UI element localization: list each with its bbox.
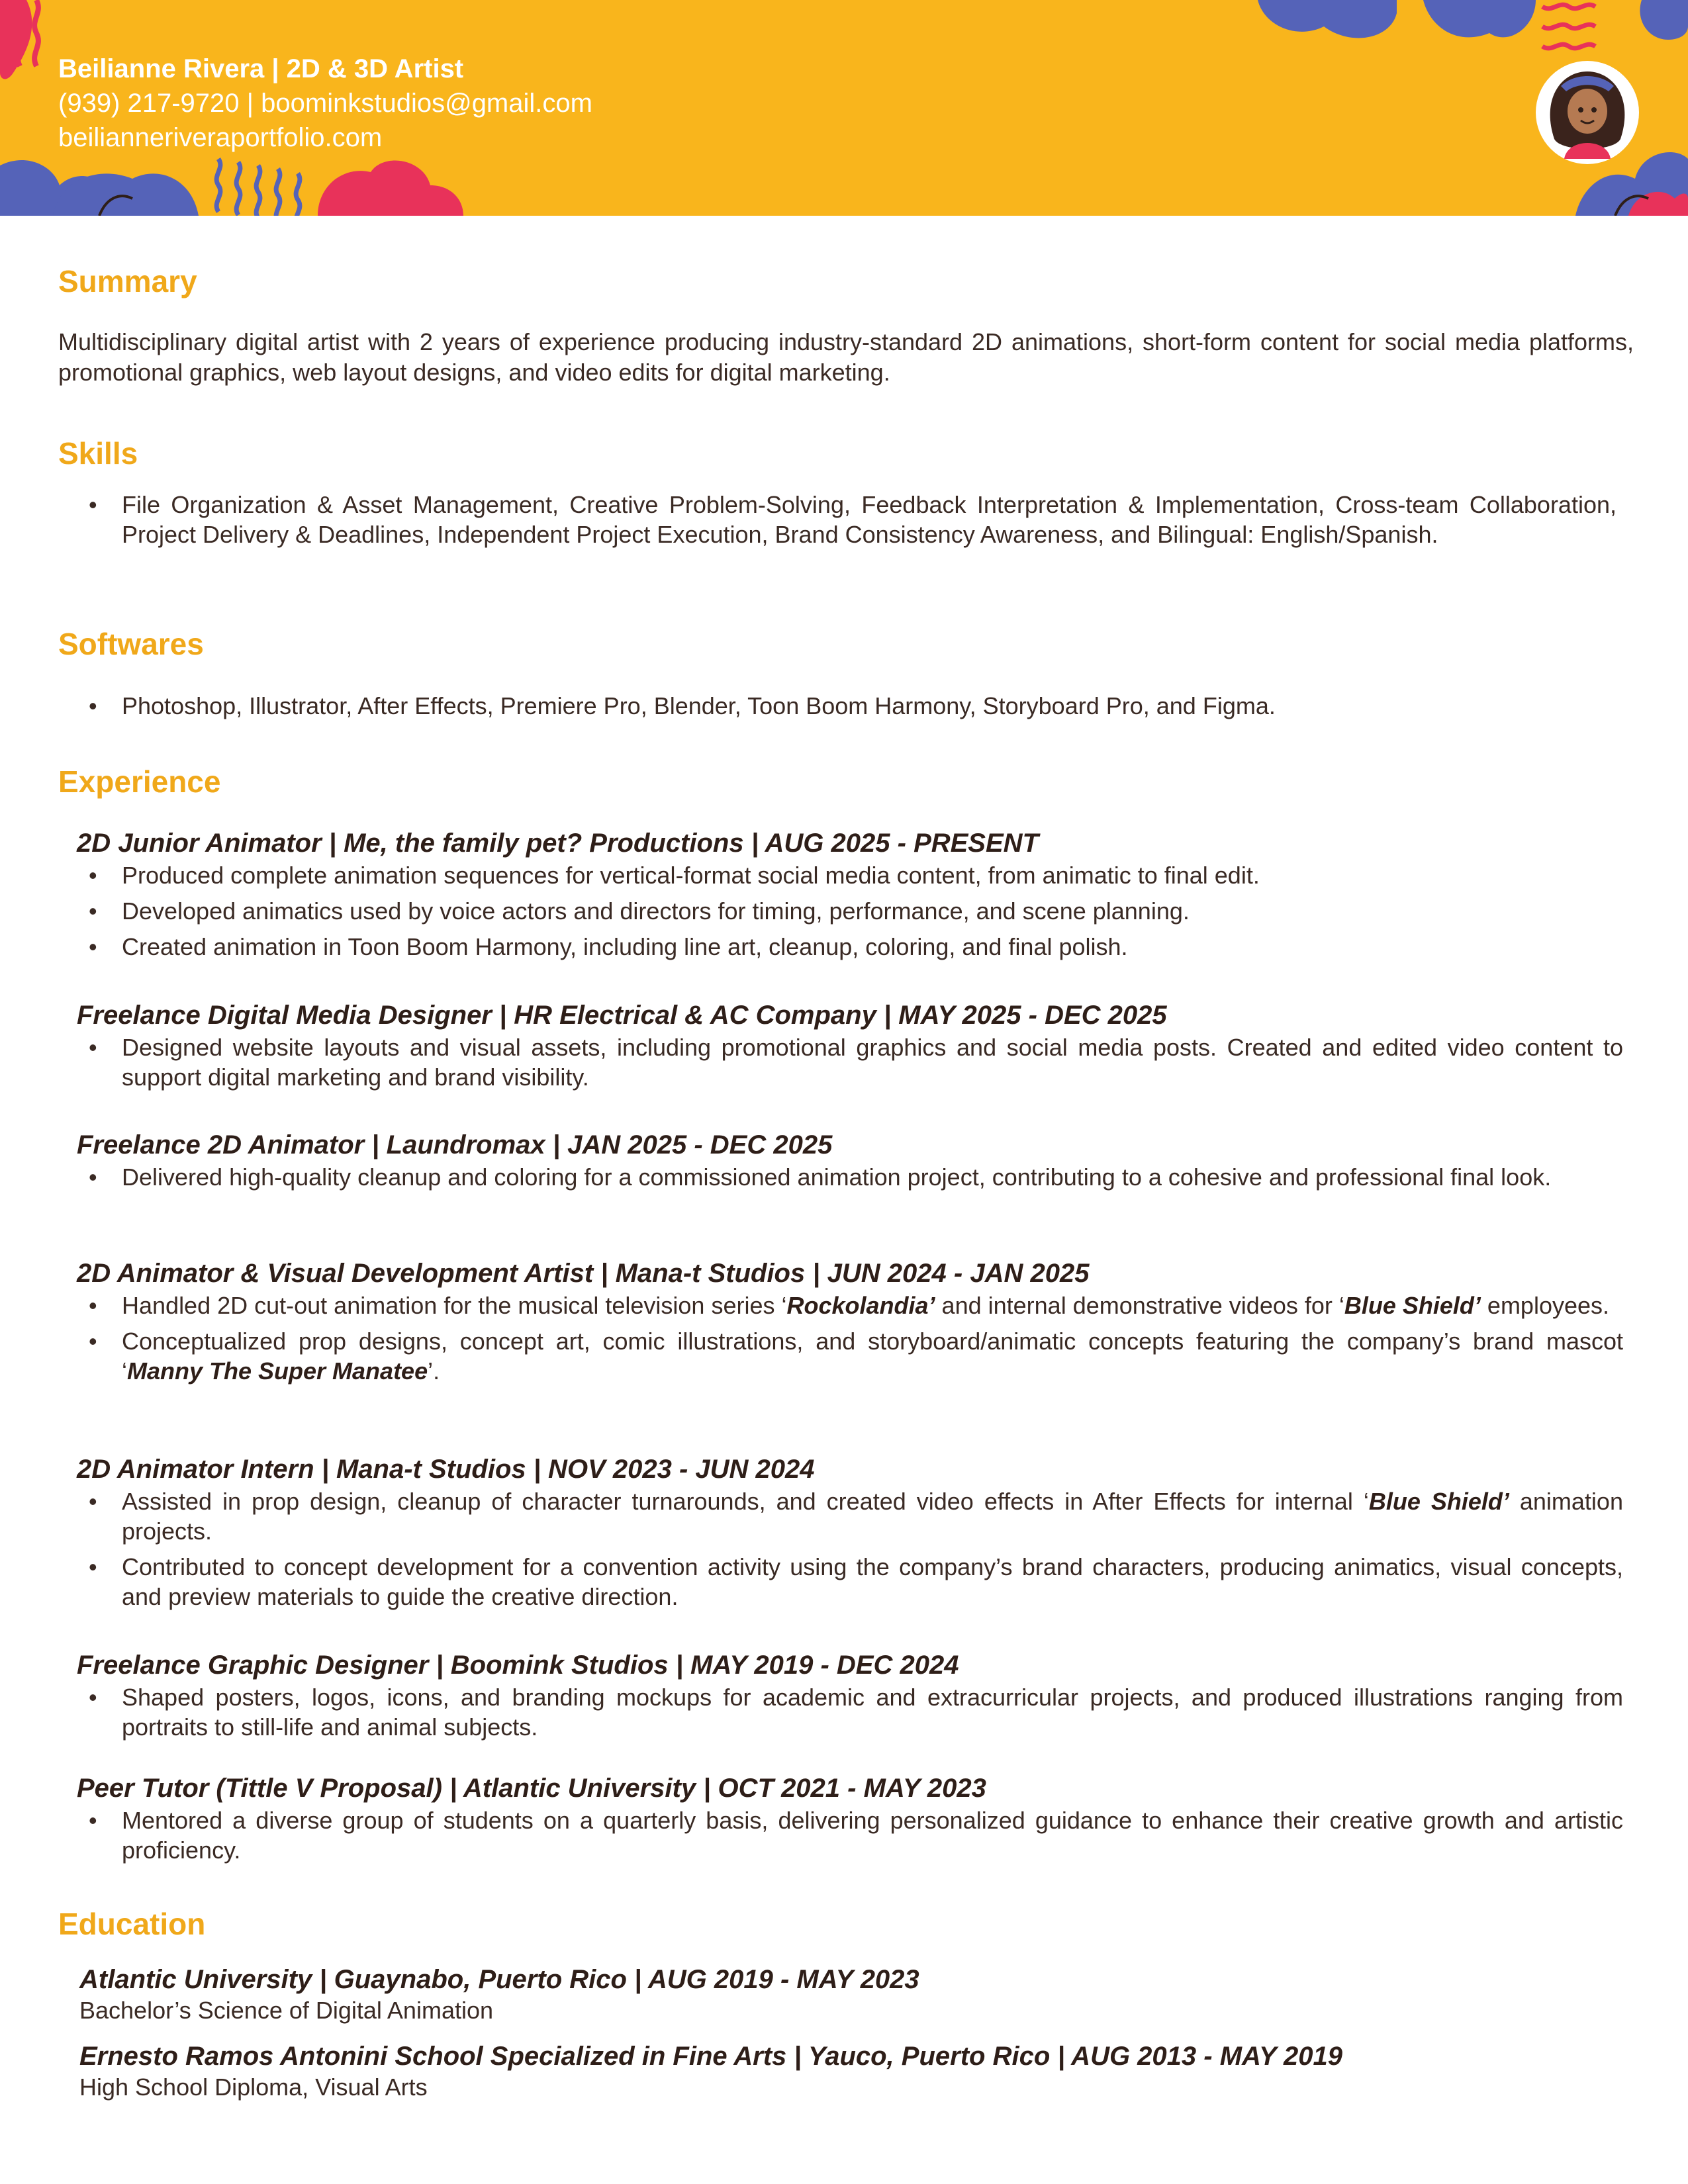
skills-list — [86, 490, 1617, 556]
contact-block — [58, 52, 592, 155]
job-bullets — [77, 860, 1623, 962]
softwares-list — [86, 691, 1617, 727]
job-title: Peer Tutor (Tittle V Proposal) | Atlantic University | OCT 2021 - MAY 2023 — [77, 1774, 986, 1803]
list-item: • Delivered high-quality cleanup and coloring for a commissioned animation project, contributing to a cohesive and professional final look. — [77, 1162, 1623, 1192]
client-name: Blue Shield’ — [1344, 1292, 1481, 1319]
job-title: 2D Animator & Visual Development Artist | Mana-t Studios | JUN 2024 - JAN 2025 — [77, 1259, 1090, 1288]
header-banner — [0, 0, 1688, 216]
degree: Bachelor’s Science of Digital Animation — [79, 1997, 494, 2024]
list-item: • Conceptualized prop designs, concept art, comic illustrations, and storyboard/animatic concepts featuring the company’s brand mascot ‘Manny The Super Manatee’. — [77, 1326, 1623, 1386]
education-heading: Education — [58, 1907, 206, 1941]
softwares-heading: Softwares — [58, 627, 204, 661]
skills-heading: Skills — [58, 436, 138, 471]
job-entry — [77, 1256, 1623, 1392]
job-entry — [77, 1648, 1623, 1748]
list-item: • Mentored a diverse group of students on a quarterly basis, delivering personalized guidance to enhance their creative growth and artistic proficiency. — [77, 1805, 1623, 1865]
list-item: • Photoshop, Illustrator, After Effects, Premiere Pro, Blender, Toon Boom Harmony, Storyboard Pro, and Figma. — [86, 691, 1617, 721]
job-entry — [77, 826, 1623, 968]
mascot-name: Manny The Super Manatee — [127, 1357, 428, 1385]
job-entry — [77, 1128, 1623, 1198]
education-entry — [79, 2040, 1602, 2102]
job-bullets — [77, 1162, 1623, 1192]
job-title: Freelance 2D Animator | Laundromax | JAN 2025 - DEC 2025 — [77, 1130, 833, 1160]
list-item: • Designed website layouts and visual assets, including promotional graphics and social media posts. Created and edited video content to support digital marketing and brand visibility. — [77, 1032, 1623, 1092]
list-item: • Produced complete animation sequences for vertical-format social media content, from animatic to final edit. — [77, 860, 1623, 890]
job-title: Freelance Graphic Designer | Boomink Studios | MAY 2019 - DEC 2024 — [77, 1651, 959, 1680]
job-bullets — [77, 1805, 1623, 1865]
job-entry — [77, 1452, 1623, 1617]
phone-email[interactable]: (939) 217-9720 | boominkstudios@gmail.com — [58, 89, 592, 118]
portfolio-link[interactable]: beilianneriveraportfolio.com — [58, 123, 383, 152]
degree: High School Diploma, Visual Arts — [79, 2073, 428, 2101]
artist-avatar-icon — [1534, 60, 1640, 165]
summary-heading: Summary — [58, 264, 197, 298]
summary-text: Multidisciplinary digital artist with 2 years of experience producing industry-standard 2D animations, short-form content for social media platforms, promotional graphics, web layout designs, and video edits for digital marketing. — [58, 328, 1634, 386]
job-bullets — [77, 1486, 1623, 1612]
experience-heading: Experience — [58, 764, 221, 799]
list-item: • Created animation in Toon Boom Harmony, including line art, cleanup, coloring, and final polish. — [77, 932, 1623, 962]
list-item: • Developed animatics used by voice actors and directors for timing, performance, and scene planning. — [77, 896, 1623, 926]
job-bullets — [77, 1682, 1623, 1742]
job-title: 2D Junior Animator | Me, the family pet? Productions | AUG 2025 - PRESENT — [77, 829, 1039, 858]
job-entry — [77, 1771, 1623, 1871]
job-title: 2D Animator Intern | Mana-t Studios | NOV 2023 - JUN 2024 — [77, 1455, 815, 1484]
job-entry — [77, 998, 1623, 1098]
list-item: • Contributed to concept development for a convention activity using the company’s brand characters, producing animatics, visual concepts, and preview materials to guide the creative direction. — [77, 1552, 1623, 1612]
job-bullets — [77, 1291, 1623, 1386]
client-name: Blue Shield’ — [1368, 1488, 1509, 1515]
school-title: Ernesto Ramos Antonini School Specialized in Fine Arts | Yauco, Puerto Rico | AUG 2013 - MAY 2019 — [79, 2042, 1343, 2071]
education-entry — [79, 1963, 1602, 2025]
list-item: • Shaped posters, logos, icons, and branding mockups for academic and extracurricular projects, and produced illustrations ranging from portraits to still-life and animal subjects. — [77, 1682, 1623, 1742]
job-title: Freelance Digital Media Designer | HR Electrical & AC Company | MAY 2025 - DEC 2025 — [77, 1001, 1167, 1030]
show-title: Rockolandia’ — [786, 1292, 935, 1319]
list-item: • File Organization & Asset Management, Creative Problem-Solving, Feedback Interpretation & Implementation, Cross-team Collaboration, Project Delivery & Deadlines, Independent Project Execution, Brand Consistency Awareness, and Bilingual: English/Spanish. — [86, 490, 1617, 549]
name-title: Beilianne Rivera | 2D & 3D Artist — [58, 54, 464, 83]
school-title: Atlantic University | Guaynabo, Puerto Rico | AUG 2019 - MAY 2023 — [79, 1965, 919, 1994]
list-item: • Handled 2D cut-out animation for the musical television series ‘Rockolandia’ and internal demonstrative videos for ‘Blue Shield’ employees. — [77, 1291, 1623, 1320]
job-bullets — [77, 1032, 1623, 1092]
list-item: • Assisted in prop design, cleanup of character turnarounds, and created video effects in After Effects for internal ‘Blue Shield’ animation projects. — [77, 1486, 1623, 1546]
